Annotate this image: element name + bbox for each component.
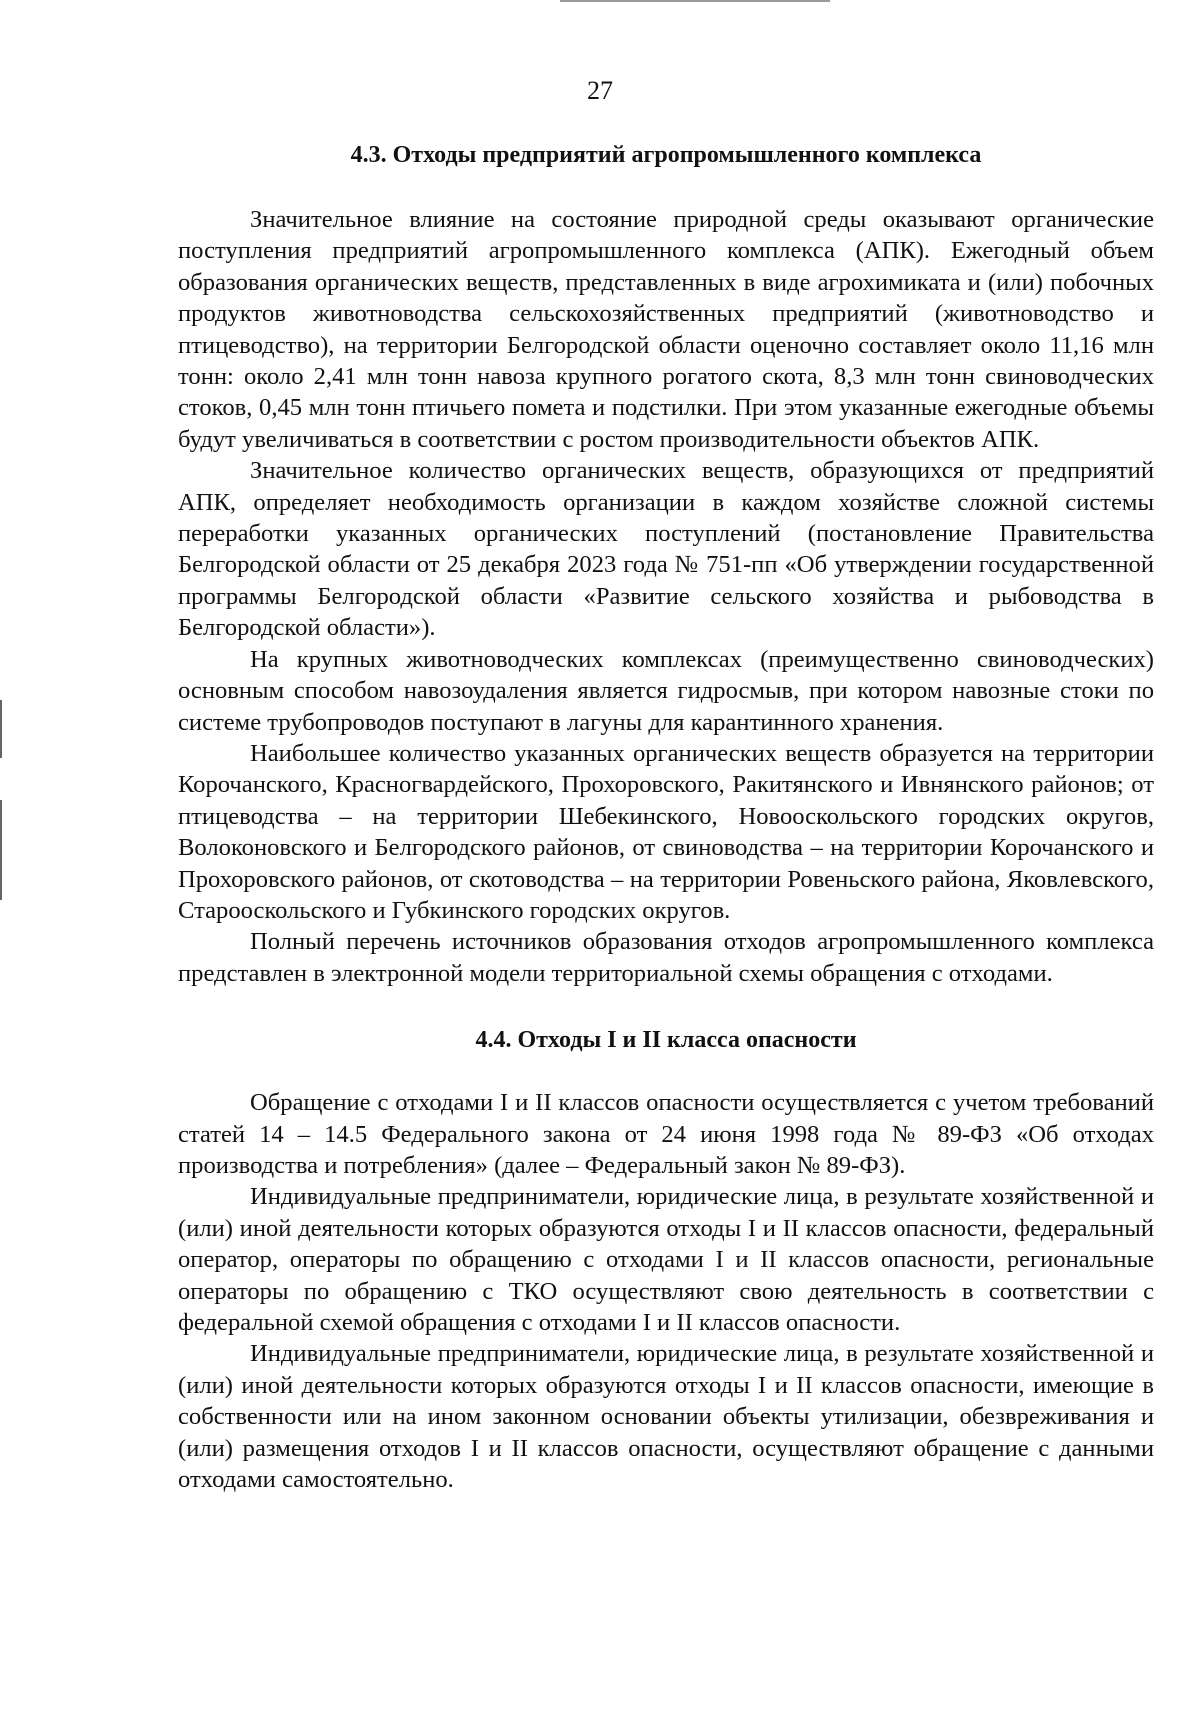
paragraph: Обращение с отходами I и II классов опасности осуществляется с учетом требований статей 14 – 14.5 Федерального закона от 24 июня 1998 года № 89-ФЗ «Об отходах производства и потребления» (далее – Федеральный закон № 89-ФЗ).	[178, 1089, 1154, 1179]
scan-margin-mark	[0, 800, 2, 900]
paragraph: Индивидуальные предприниматели, юридические лица, в результате хозяйственной и (или) иной деятельности которых образуются отходы I и II классов опасности, имеющие в собственности или на ином законном основании объекты утилизации, обезвреживания и (или) размещения отходов I и II классов опасности, осуществляют обращение с данными отходами самостоятельно.	[178, 1340, 1154, 1494]
section-heading-4-3: 4.3. Отходы предприятий агропромышленного комплекса	[350, 142, 982, 168]
paragraph: Значительное количество органических веществ, образующихся от предприятий АПК, определяет необходимость организации в каждом хозяйстве сложной системы переработки указанных органических поступлений (постановление Правительства Белгородской области от 25 декабря 2023 года № 751-пп «Об утверждении государственной программы Белгородской области «Развитие сельского хозяйства и рыбоводства в Белгородской области»).	[178, 457, 1154, 642]
page-number: 27	[587, 76, 613, 105]
paragraph: Индивидуальные предприниматели, юридические лица, в результате хозяйственной и (или) иной деятельности которых образуются отходы I и II классов опасности, федеральный оператор, операторы по обращению с отходами I и II классов опасности, региональные операторы по обращению с ТКО осуществляют свою деятельность в соответствии с федеральной схемой обращения с отходами I и II классов опасности.	[178, 1183, 1154, 1336]
paragraph: Значительное влияние на состояние природной среды оказывают органические поступления предприятий агропромышленного комплекса (АПК). Ежегодный объем образования органических веществ, представленных в виде агрохимиката и (или) побочных продуктов животноводства сельскохозяйственных предприятий (животноводство и птицеводство), на территории Белгородской области оценочно составляет около 11,16 млн тонн: около 2,41 млн тонн навоза крупного рогатого скота, 8,3 млн тонн свиноводческих стоков, 0,45 млн тонн птичьего помета и подстилки. При этом указанные ежегодные объемы будут увеличиваться в соответствии с ростом производительности объектов АПК.	[178, 206, 1154, 453]
section-heading-4-4: 4.4. Отходы I и II класса опасности	[475, 1027, 857, 1054]
paragraph: Полный перечень источников образования отходов агропромышленного комплекса представлен в электронной модели территориальной схемы обращения с отходами.	[178, 928, 1154, 987]
scan-margin-mark	[0, 700, 2, 758]
document-body	[178, 140, 1154, 1495]
paragraph: Наибольшее количество указанных органических веществ образуется на территории Корочанского, Красногвардейского, Прохоровского, Ракитянского и Ивнянского районов; от птицеводства – на территории Шебекинского, Новооскольского городских округов, Волоконовского и Белгородского районов, от свиноводства – на территории Корочанского и Прохоровского районов, от скотоводства – на территории Ровеньского района, Яковлевского, Старооскольского и Губкинского городских округов.	[178, 739, 1154, 924]
paragraph: На крупных животноводческих комплексах (преимущественно свиноводческих) основным способом навозоудаления является гидросмыв, при котором навозные стоки по системе трубопроводов поступают в лагуны для карантинного хранения.	[178, 645, 1154, 736]
scan-top-rule	[560, 0, 830, 2]
